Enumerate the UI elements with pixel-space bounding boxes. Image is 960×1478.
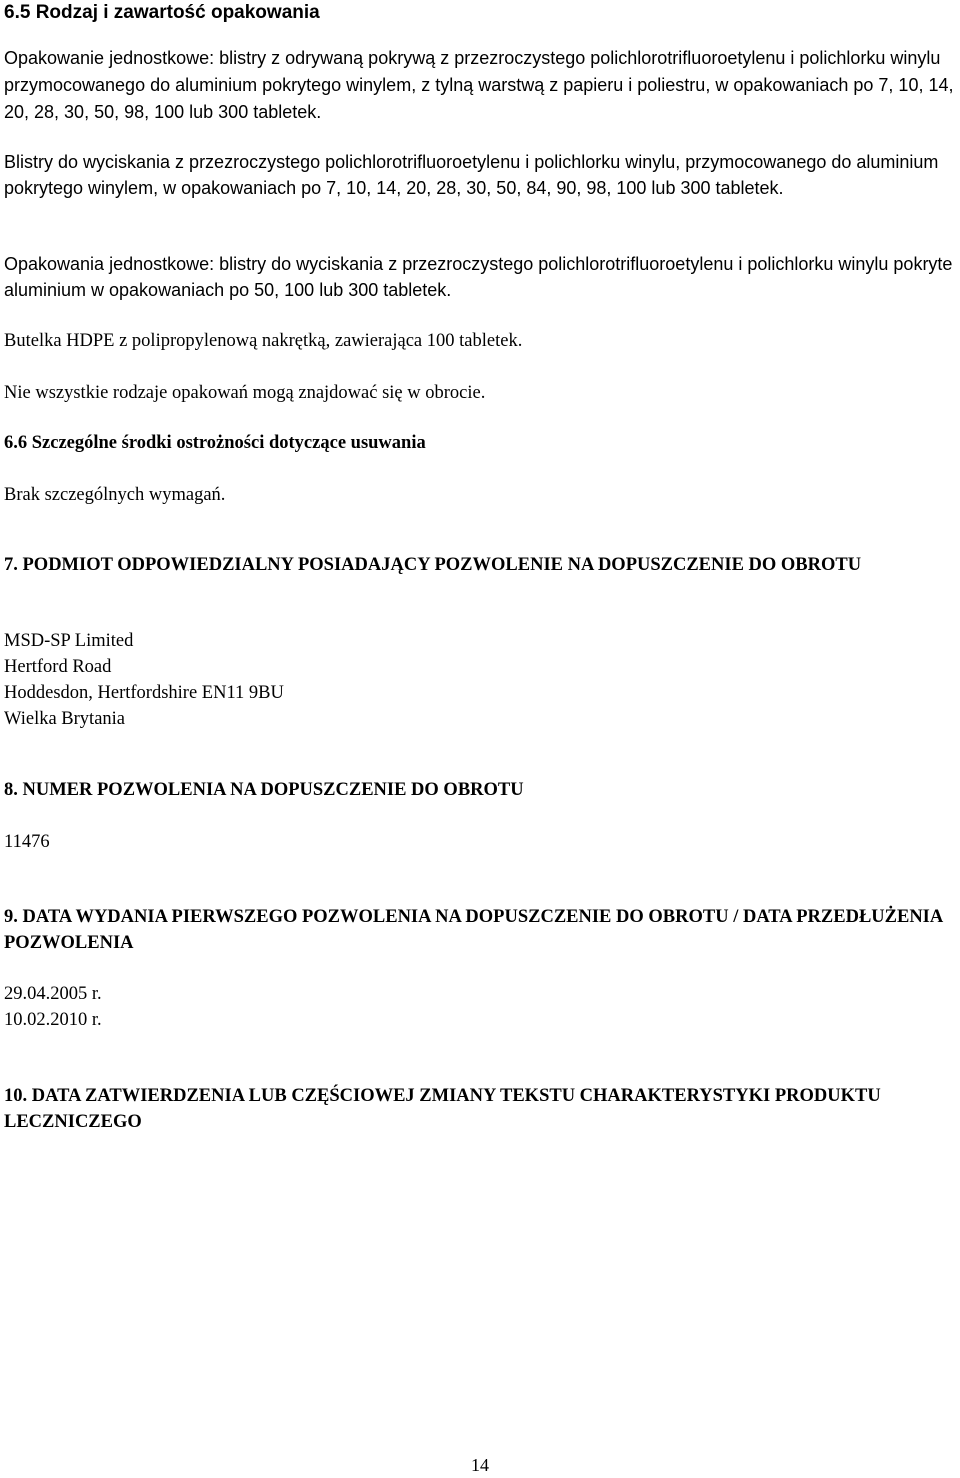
address-line: Hoddesdon, Hertfordshire EN11 9BU: [4, 683, 284, 703]
date-line: 10.02.2010 r.: [4, 1010, 102, 1030]
section-6-6-heading: 6.6 Szczególne środki ostrożności dotyczące usuwania: [4, 433, 426, 453]
packaging-paragraph-4: Butelka HDPE z polipropylenową nakrętką, zawierająca 100 tabletek.: [4, 331, 523, 351]
section-8-heading: 8. NUMER POZWOLENIA NA DOPUSZCZENIE DO OBROTU: [4, 780, 524, 800]
section-7-heading: 7. PODMIOT ODPOWIEDZIALNY POSIADAJĄCY POZWOLENIE NA DOPUSZCZENIE DO OBROTU: [4, 555, 862, 575]
address-line: Wielka Brytania: [4, 709, 125, 729]
holder-address: [4, 628, 956, 732]
disposal-text: Brak szczególnych wymagań.: [4, 485, 226, 505]
section-9-heading: 9. DATA WYDANIA PIERWSZEGO POZWOLENIA NA DOPUSZCZENIE DO OBROTU / DATA PRZEDŁUŻENIA POZWOLENIA: [4, 907, 943, 953]
packaging-paragraph-5: Nie wszystkie rodzaje opakowań mogą znajdować się w obrocie.: [4, 383, 486, 403]
authorization-number: 11476: [4, 832, 50, 852]
page-number: 14: [471, 1455, 489, 1475]
packaging-paragraph-3: Opakowania jednostkowe: blistry do wyciskania z przezroczystego polichlorotrifluoroetylenu i polichlorku winylu pokryte aluminium w opakowaniach po 50, 100 lub 300 tabletek.: [4, 254, 953, 300]
authorization-dates: [4, 981, 956, 1033]
date-line: 29.04.2005 r.: [4, 984, 102, 1004]
address-line: Hertford Road: [4, 657, 112, 677]
address-line: MSD-SP Limited: [4, 631, 134, 651]
section-6-5-heading: 6.5 Rodzaj i zawartość opakowania: [4, 2, 320, 23]
packaging-paragraph-1: Opakowanie jednostkowe: blistry z odrywaną pokrywą z przezroczystego polichlorotrifluoroetylenu i polichlorku winylu przymocowanego do aluminium pokrytego winylem, z tylną warstwą z papieru i poliestru, w opakowaniach po 7, 10, 14, 20, 28, 30, 50, 98, 100 lub 300 tabletek.: [4, 48, 954, 122]
section-10-heading: 10. DATA ZATWIERDZENIA LUB CZĘŚCIOWEJ ZMIANY TEKSTU CHARAKTERYSTYKI PRODUKTU LECZNICZEGO: [4, 1086, 881, 1132]
packaging-paragraph-2: Blistry do wyciskania z przezroczystego polichlorotrifluoroetylenu i polichlorku winylu, przymocowanego do aluminium pokrytego winylem, w opakowaniach po 7, 10, 14, 20, 28, 30, 50, 84, 90, 98, 100 lub 300 tabletek.: [4, 152, 939, 198]
